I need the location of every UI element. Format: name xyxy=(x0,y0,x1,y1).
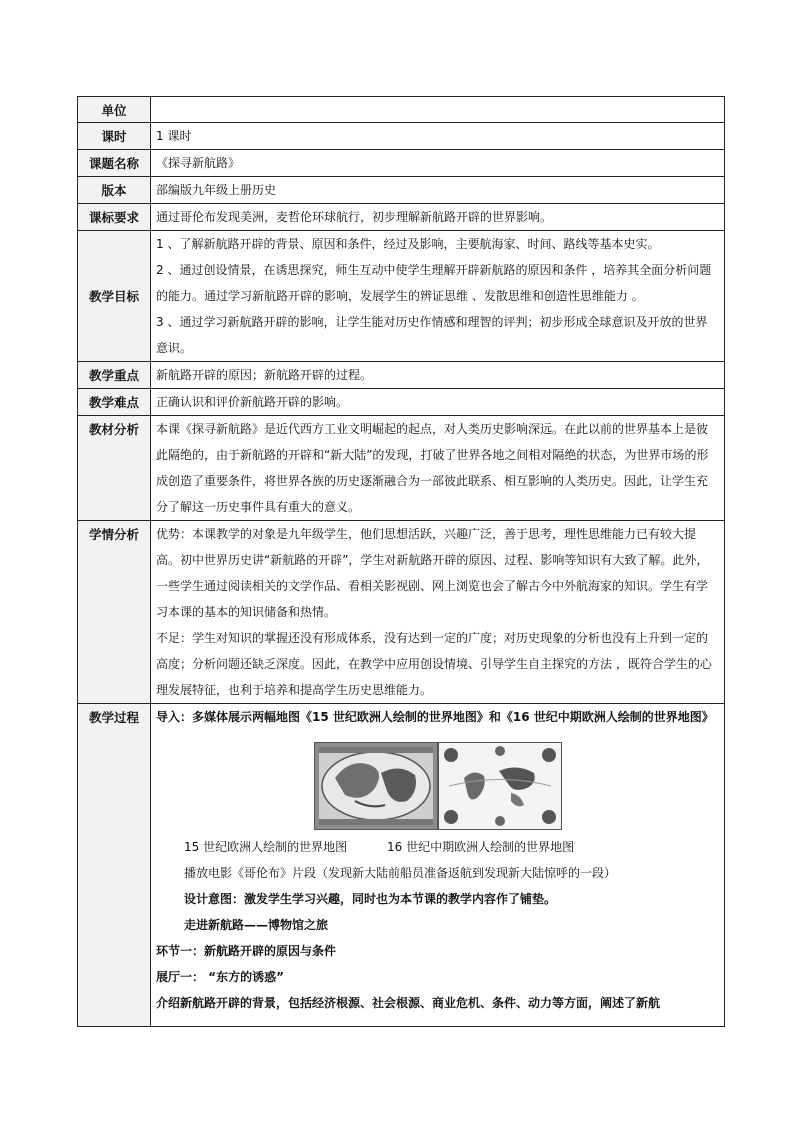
students-weakness: 不足：学生对知识的掌握还没有形成体系，没有达到一定的广度；对历史现象的分析也没有上升到一定的高度；分析问题还缺乏深度。因此，在教学中应用创设情境、引导学生自主探究的方法 ，既符合学生的心理发展特征，也利于培养和提高学生历史思维能力。 xyxy=(156,631,712,697)
map-captions xyxy=(156,834,719,860)
value-period: 1 课时 xyxy=(151,123,725,150)
goal-item-3: 3 、通过学习新航路开辟的影响，让学生能对历史作情感和理智的评判；初步形成全球意识及开放的世界意识。 xyxy=(156,315,708,355)
row-standard xyxy=(78,204,725,231)
map-15th-century-image xyxy=(314,742,438,830)
process-intro: 导入：多媒体展示两幅地图《15 世纪欧洲人绘制的世界地图》和《16 世纪中期欧洲人绘制的世界地图》 xyxy=(156,710,714,724)
label-material: 教材分析 xyxy=(78,416,151,521)
label-edition: 版本 xyxy=(78,177,151,204)
process-museum: 走进新航路——博物馆之旅 xyxy=(184,918,329,932)
value-difficulties: 正确认识和评价新航路开辟的影响。 xyxy=(151,389,725,416)
process-film: 播放电影《哥伦布》片段（发现新大陆前船员准备返航到发现新大陆惊呼的一段） xyxy=(184,866,617,880)
lesson-plan-table xyxy=(77,96,725,1027)
label-standard: 课标要求 xyxy=(78,204,151,231)
value-material: 本课《探寻新航路》是近代西方工业文明崛起的起点，对人类历史影响深远。在此以前的世界基本上是彼此隔绝的，由于新航路的开辟和“新大陆”的发现，打破了世界各地之间相对隔绝的状态，为世界市场的形成创造了重要条件，将世界各族的历史逐渐融合为一部彼此联系、相互影响的人类历史。因此，让学生充分了解这一历史事件具有重大的意义。 xyxy=(151,416,725,521)
goal-item-1: 1 、了解新航路开辟的背景、原因和条件，经过及影响，主要航海家、时间、路线等基本史实。 xyxy=(156,237,660,251)
label-key-points: 教学重点 xyxy=(78,362,151,389)
row-goals xyxy=(78,231,725,362)
label-title: 课题名称 xyxy=(78,150,151,177)
label-goals: 教学目标 xyxy=(78,231,151,362)
value-students xyxy=(151,521,725,704)
row-material xyxy=(78,416,725,521)
map-16th-century-image xyxy=(438,742,562,830)
value-title: 《探寻新航路》 xyxy=(151,150,725,177)
process-section-1: 环节一：新航路开辟的原因与条件 xyxy=(156,944,337,958)
row-key-points xyxy=(78,362,725,389)
label-process: 教学过程 xyxy=(78,704,151,1027)
goal-item-2: 2 、通过创设情景，在诱思探究，师生互动中使学生理解开辟新航路的原因和条件 ，培养其全面分析问题的能力。通过学习新航路开辟的影响，发展学生的辨证思维 、发散思维和创造性思维能力 。 xyxy=(156,263,712,303)
label-period: 课时 xyxy=(78,123,151,150)
row-unit xyxy=(78,97,725,123)
value-edition: 部编版九年级上册历史 xyxy=(151,177,725,204)
caption-15th-century: 15 世纪欧洲人绘制的世界地图 xyxy=(184,840,348,854)
caption-16th-century: 16 世纪中期欧洲人绘制的世界地图 xyxy=(387,840,575,854)
value-unit xyxy=(151,97,725,123)
value-process xyxy=(151,704,725,1027)
value-goals xyxy=(151,231,725,362)
map-images xyxy=(156,742,719,830)
value-standard: 通过哥伦布发现美洲，麦哲伦环球航行，初步理解新航路开辟的世界影响。 xyxy=(151,204,725,231)
students-advantage: 优势：本课教学的对象是九年级学生，他们思想活跃，兴趣广泛，善于思考，理性思维能力已有较大提高。初中世界历史讲“新航路的开辟”，学生对新航路开辟的原因、过程、影响等知识有大致了解。此外，一些学生通过阅读相关的文学作品、看相关影视剧、网上浏览也会了解古今中外航海家的知识。学生有学习本课的基本的知识储备和热情。 xyxy=(156,527,709,619)
row-students xyxy=(78,521,725,704)
row-title xyxy=(78,150,725,177)
row-period xyxy=(78,123,725,150)
value-key-points: 新航路开辟的原因；新航路开辟的过程。 xyxy=(151,362,725,389)
row-process xyxy=(78,704,725,1027)
process-hall-1: 展厅一： “东方的诱惑” xyxy=(156,970,284,984)
process-hall-intro: 介绍新航路开辟的背景，包括经济根源、社会根源、商业危机、条件、动力等方面，阐述了新航 xyxy=(156,996,661,1010)
label-unit: 单位 xyxy=(78,97,151,123)
process-design: 设计意图：激发学生学习兴趣，同时也为本节课的教学内容作了铺垫。 xyxy=(184,892,557,906)
row-edition xyxy=(78,177,725,204)
label-students: 学情分析 xyxy=(78,521,151,704)
label-difficulties: 教学难点 xyxy=(78,389,151,416)
row-difficulties xyxy=(78,389,725,416)
